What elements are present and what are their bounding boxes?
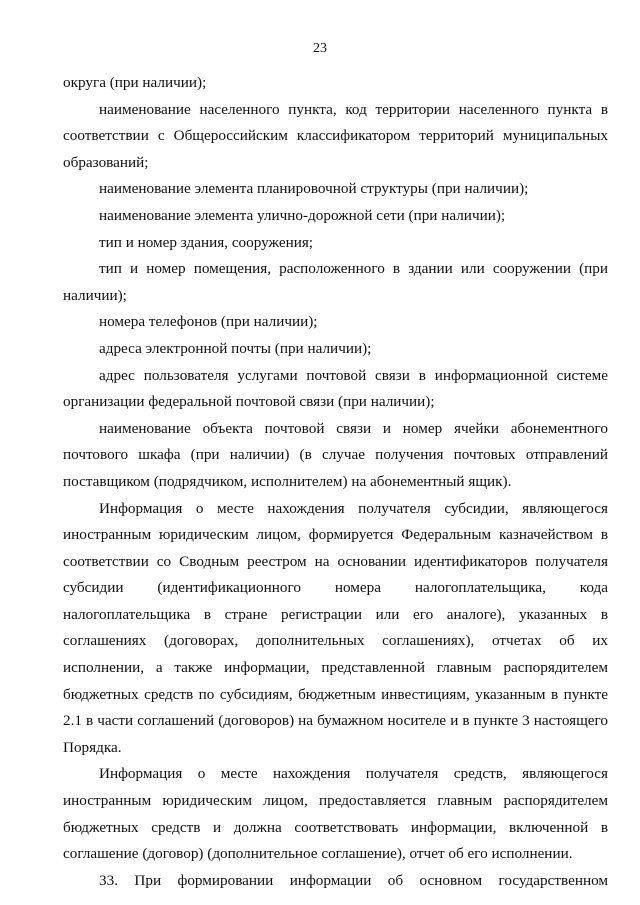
paragraph: Информация о месте нахождения получателя средств, являющегося иностранным юридическим лицом, предоставляется главным распорядителем бюджетных средств и должна соответствовать информации, включенной в соглашение (договор) (дополнительное соглашение), отчет об его исполнении. — [63, 765, 608, 863]
paragraph: Информация о месте нахождения получателя субсидии, являющегося иностранным юридическим лицом, формируется Федеральным казначейством в соответствии со Сводным реестром на основании идентификаторов получателя субсидии (идентификационного номера налогоплательщика, кода налогоплательщика в стране регистрации или его аналоге), указанных в соглашениях (договорах, дополнительных соглашениях), отчетах об их исполнении, а также информации, представленной главным распорядителем бюджетных средств по субсидиям, бюджетным инвестициям, указанным в пункте 2.1 в части соглашений (договоров) на бумажном носителе и в пункте 3 настоящего Порядка. — [63, 499, 608, 756]
paragraph: адрес пользователя услугами почтовой связи в информационной системе организации федеральной почтовой связи (при наличии); — [63, 366, 608, 411]
paragraph: тип и номер здания, сооружения; — [99, 233, 314, 251]
paragraph: наименование элемента улично-дорожной сети (при наличии); — [99, 206, 506, 224]
document-body — [63, 70, 608, 894]
paragraph: наименование населенного пункта, код территории населенного пункта в соответствии с Общероссийским классификатором территорий муниципальных образований; — [63, 100, 608, 171]
page-number: 23 — [313, 41, 327, 56]
paragraph: наименование элемента планировочной структуры (при наличии); — [99, 180, 529, 198]
paragraph: 33. При формировании информации об основном государственном — [99, 871, 608, 889]
paragraph: тип и номер помещения, расположенного в здании или сооружении (при наличии); — [63, 260, 608, 304]
paragraph: адреса электронной почты (при наличии); — [99, 339, 372, 357]
paragraph: округа (при наличии); — [63, 74, 207, 91]
paragraph: номера телефонов (при наличии); — [99, 313, 318, 331]
paragraph: наименование объекта почтовой связи и номер ячейки абонементного почтового шкафа (при наличии) (в случае получения почтовых отправлений поставщиком (подрядчиком, исполнителем) на абонементный ящик). — [63, 419, 608, 490]
